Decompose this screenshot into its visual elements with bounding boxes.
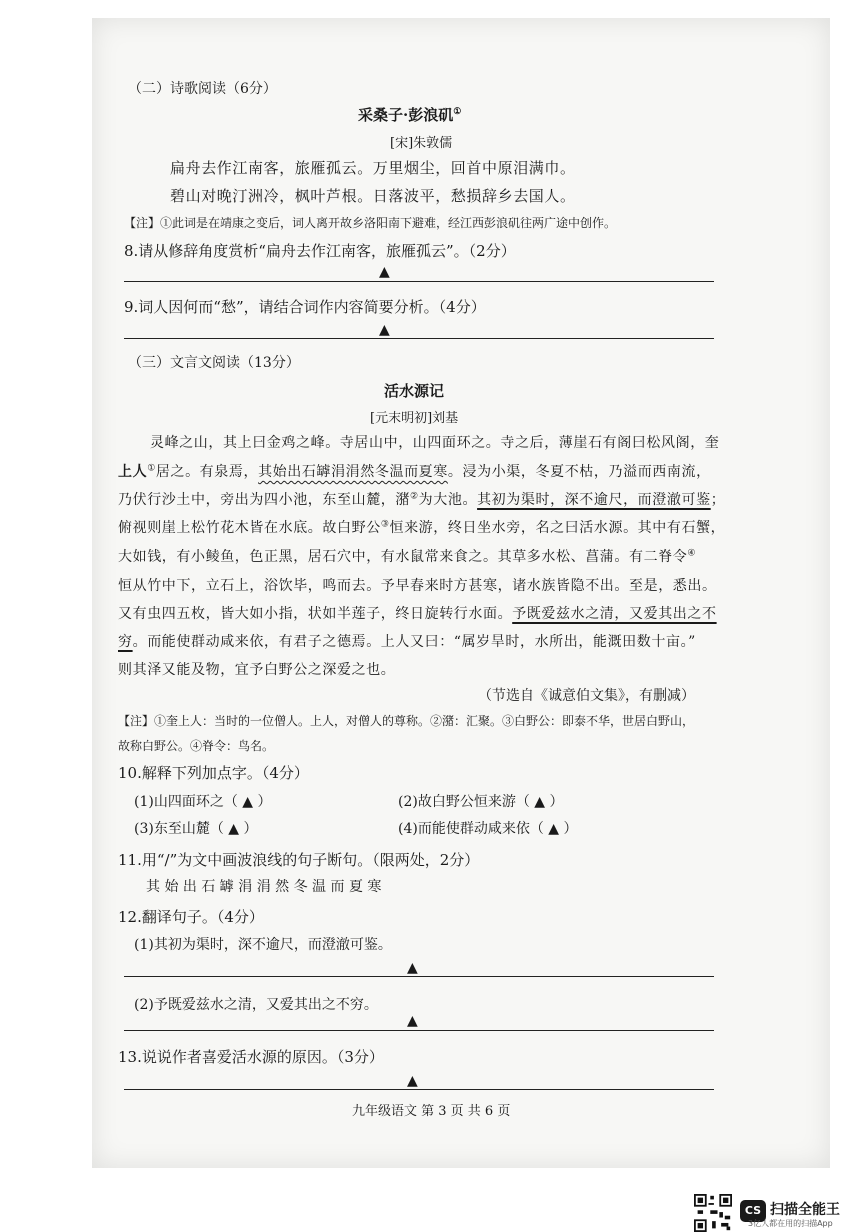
- question-11: 11.用“/”为文中画波浪线的句子断句。（限两处，2分）: [118, 851, 480, 869]
- answer-line-q8[interactable]: [124, 281, 714, 282]
- question-12-item-2: (2)予既爱兹水之清，又爱其出之不穷。: [134, 997, 378, 1013]
- qr-code-icon: [694, 1194, 732, 1232]
- poem-line-1: 扁舟去作江南客，旅雁孤云。万里烟尘，回首中原泪满巾。: [170, 159, 576, 177]
- question-11-sentence[interactable]: 其 始 出 石 罅 涓 涓 然 冬 温 而 夏 寒: [146, 879, 382, 895]
- answer-mark: ▲: [407, 1013, 418, 1029]
- answer-line-q9[interactable]: [124, 338, 714, 339]
- question-10-item-2: (2)故白野公恒来游（ ▲ ）: [398, 794, 564, 810]
- answer-line-q13[interactable]: [124, 1089, 714, 1090]
- poem-title: 采桑子·彭浪矶①: [358, 106, 462, 124]
- wavy-underlined-sentence: 其始出石罅涓涓然冬温而夏寒: [258, 464, 448, 480]
- passage-line-5: 大如钱，有小鲮鱼，色正黑，居石穴中，有水鼠常来食之。其草多水松、菖蒲。有二脊令④: [118, 548, 697, 565]
- app-tagline: 3亿人都在用的扫描App: [748, 1219, 833, 1228]
- answer-line-q12-1[interactable]: [124, 976, 714, 977]
- app-name: 扫描全能王: [770, 1202, 840, 1218]
- passage-line-3: 乃伏行沙土中，旁出为四小池，东至山麓，潴②为大池。其初为渠时，深不逾尺，而澄澈可鉴；: [118, 491, 726, 508]
- answer-line-q12-2[interactable]: [124, 1030, 714, 1031]
- answer-mark: ▲: [407, 960, 418, 976]
- camscanner-logo-icon: CS: [740, 1200, 766, 1222]
- answer-mark: ▲: [379, 322, 390, 338]
- passage-line-1: 灵峰之山，其上曰金鸡之峰。寺居山中，山四面环之。寺之后，薄崖石有阁曰松风阁，奎: [150, 435, 720, 451]
- passage-line-9: 则其泽又能及物，宜予白野公之深爱之也。: [118, 662, 396, 678]
- underlined-sentence-2: 予既爱兹水之清，又爱其出之不: [512, 606, 717, 622]
- passage-line-6: 恒从竹中下，立石上，浴饮毕，鸣而去。予早春来时方甚寒，诸水族皆隐不出。至是，悉出。: [118, 578, 717, 594]
- underlined-sentence-1: 其初为渠时，深不逾尺，而澄澈可鉴: [477, 492, 711, 508]
- passage-source: （节选自《诚意伯文集》，有删减）: [478, 688, 695, 704]
- classical-title: 活水源记: [384, 382, 445, 400]
- poem-line-2: 碧山对晚汀洲冷，枫叶芦根。日落波平，愁损辞乡去国人。: [170, 187, 576, 205]
- answer-mark: ▲: [379, 264, 390, 280]
- scanner-watermark-bar: [0, 1168, 867, 1228]
- question-10: 10.解释下列加点字。（4分）: [118, 764, 309, 782]
- question-13: 13.说说作者喜爱活水源的原因。（3分）: [118, 1048, 384, 1066]
- answer-mark: ▲: [407, 1073, 418, 1089]
- poem-author: [宋]朱敦儒: [390, 136, 453, 151]
- question-12-item-1: (1)其初为渠时，深不逾尺，而澄澈可鉴。: [134, 937, 392, 953]
- passage-line-7: 又有虫四五枚，皆大如小指，状如半莲子，终日旋转行水面。予既爱兹水之清，又爱其出之不: [118, 606, 717, 622]
- passage-line-8: 穷。而能使群动咸来依，有君子之德焉。上人又曰：“属岁旱时，水所出，能溉田数十亩。”: [118, 634, 696, 650]
- passage-line-2: 上人①居之。有泉焉，其始出石罅涓涓然冬温而夏寒。浸为小渠，冬夏不枯，乃溢而西南流，: [118, 463, 711, 480]
- classical-author: [元末明初]刘基: [370, 411, 459, 426]
- classical-section-header: （三）文言文阅读（13分）: [128, 355, 300, 371]
- classical-note-1: 【注】①奎上人：当时的一位僧人。上人，对僧人的尊称。②潴：汇聚。③白野公：即泰不华，世居白野山，: [118, 714, 695, 728]
- poem-section-header: （二）诗歌阅读（6分）: [128, 81, 277, 97]
- classical-note-2: 故称白野公。④脊令：鸟名。: [118, 739, 275, 753]
- question-10-item-3: (3)东至山麓（ ▲ ）: [134, 821, 258, 837]
- question-12: 12.翻译句子。（4分）: [118, 908, 264, 926]
- passage-line-4: 俯视则崖上松竹花木皆在水底。故白野公③恒来游，终日坐水旁，名之曰活水源。其中有石蟹，: [118, 519, 726, 536]
- question-8: 8.请从修辞角度赏析“扁舟去作江南客，旅雁孤云”。（2分）: [124, 242, 516, 260]
- poem-note: 【注】①此词是在靖康之变后，词人离开故乡洛阳南下避难，经江西彭浪矶往两广途中创作。: [124, 216, 617, 230]
- page-footer-label: 九年级语文 第 3 页 共 6 页: [352, 1104, 511, 1119]
- question-10-item-4: (4)而能使群动咸来依（ ▲ ）: [398, 821, 578, 837]
- question-9: 9.词人因何而“愁”，请结合词作内容简要分析。（4分）: [124, 298, 486, 316]
- question-10-item-1: (1)山四面环之（ ▲ ）: [134, 794, 272, 810]
